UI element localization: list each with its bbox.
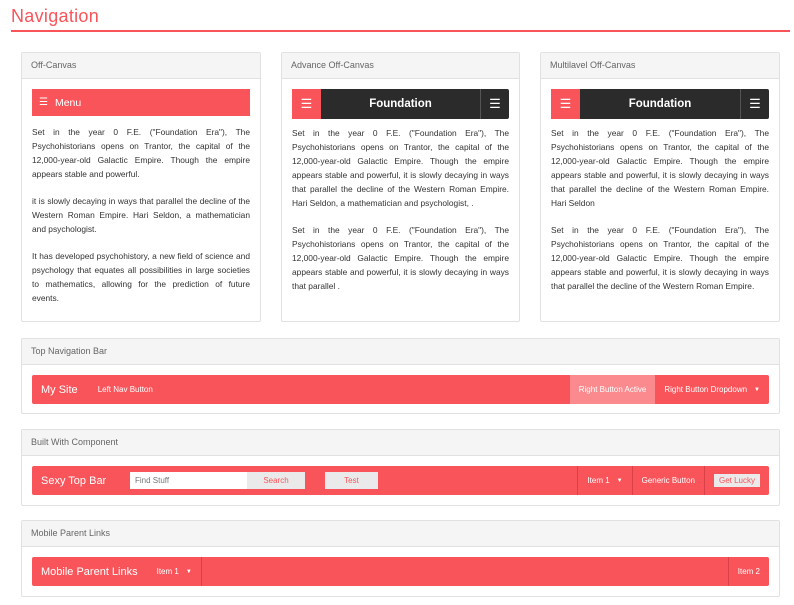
- advance-title-bar: [292, 89, 509, 119]
- paragraph: Set in the year 0 F.E. ("Foundation Era"), The Psychohistorians opens on Trantor, the capital of the 12,000-year-old Galactic Empire. Though the empire appears stable and powerful, it is slowly decaying in ways that parallel the decline of the Western Roman Empire. Hari Seldon, a mathematician and psychologist, .: [292, 128, 509, 208]
- offcanvas-menu-button[interactable]: [32, 89, 250, 116]
- item-1-dropdown[interactable]: [148, 557, 202, 586]
- dropdown-label: Item 1: [587, 476, 610, 485]
- dropdown-label: Item 1: [156, 567, 179, 576]
- site-brand[interactable]: Mobile Parent Links: [41, 565, 138, 578]
- dropdown-label: Right Button Dropdown: [664, 385, 748, 394]
- bar-title: Foundation: [628, 98, 692, 110]
- multilevel-title-bar: [551, 89, 769, 119]
- caret-down-icon: ▼: [616, 477, 623, 484]
- panel-heading: Advance Off-Canvas: [282, 53, 519, 79]
- panel-heading: Off-Canvas: [22, 53, 260, 79]
- left-nav-button[interactable]: Left Nav Button: [97, 385, 153, 394]
- generic-button[interactable]: Generic Button: [632, 466, 704, 495]
- top-nav-bar: [32, 375, 769, 404]
- bar-title: Foundation: [369, 98, 432, 110]
- panel-heading: Built With Component: [22, 430, 779, 456]
- right-menu-icon[interactable]: ☰: [480, 89, 509, 119]
- search-input[interactable]: [130, 472, 247, 489]
- mobile-parent-links-panel: [21, 520, 780, 597]
- multilevel-offcanvas-panel: [540, 52, 780, 322]
- hamburger-icon: ☰: [39, 97, 48, 108]
- item-2-link[interactable]: Item 2: [728, 557, 769, 586]
- paragraph: Set in the year 0 F.E. ("Foundation Era"), The Psychohistorians opens on Trantor, the capital of the 12,000-year-old Galactic Empire. Though the empire appears stable and powerful, it is slowly decaying in ways that parallel .: [292, 225, 509, 291]
- site-brand[interactable]: Sexy Top Bar: [41, 474, 107, 487]
- right-button-active[interactable]: Right Button Active: [570, 375, 656, 404]
- panel-heading: Top Navigation Bar: [22, 339, 779, 365]
- menu-label: Menu: [54, 96, 82, 109]
- top-navigation-panel: [21, 338, 780, 414]
- right-button-dropdown[interactable]: [655, 375, 769, 404]
- paragraph: Set in the year 0 F.E. ("Foundation Era"), The Psychohistorians opens on Trantor, the capital of the 12,000-year-old Galactic Empire. Though the empire appears stable and powerful.: [32, 127, 250, 179]
- panel-heading: Multilavel Off-Canvas: [541, 53, 779, 79]
- paragraph: Set in the year 0 F.E. ("Foundation Era"), The Psychohistorians opens on Trantor, the capital of the 12,000-year-old Galactic Empire. Though the empire appears stable and powerful, it is slowly decaying in ways that parallel the decline of the Western Roman Empire.: [551, 225, 769, 291]
- panel-heading: Mobile Parent Links: [22, 521, 779, 547]
- caret-down-icon: ▼: [185, 568, 192, 575]
- built-with-component-panel: [21, 429, 780, 506]
- offcanvas-panel: [21, 52, 261, 322]
- search-button[interactable]: Search: [247, 472, 305, 489]
- test-button[interactable]: Test: [325, 472, 378, 489]
- get-lucky-button[interactable]: Get Lucky: [714, 474, 760, 487]
- left-menu-icon[interactable]: ☰: [292, 89, 321, 119]
- component-top-bar: [32, 466, 769, 495]
- mobile-nav-bar: [32, 557, 769, 586]
- item-1-dropdown[interactable]: [577, 466, 631, 495]
- advance-offcanvas-panel: [281, 52, 520, 322]
- get-lucky-wrapper: [704, 466, 769, 495]
- site-brand[interactable]: My Site: [41, 383, 78, 396]
- paragraph: It has developed psychohistory, a new field of science and psychology that equates all possibilities in large societies to mathematics, allowing for the prediction of future events.: [32, 251, 250, 303]
- right-menu-icon[interactable]: ☰: [740, 89, 769, 119]
- caret-down-icon: ▼: [754, 386, 760, 393]
- page-title: Navigation: [11, 6, 100, 26]
- paragraph: it is slowly decaying in ways that parallel the decline of the Western Roman Empire. Hari Seldon, a mathematician and psychologist.: [32, 196, 250, 234]
- title-divider: [11, 30, 790, 32]
- paragraph: Set in the year 0 F.E. ("Foundation Era"), The Psychohistorians opens on Trantor, the capital of the 12,000-year-old Galactic Empire. Though the empire appears stable and powerful, it is slowly decaying in ways that parallel the decline of the Western Roman Empire. Hari Seldon: [551, 128, 769, 208]
- left-menu-icon[interactable]: ☰: [551, 89, 580, 119]
